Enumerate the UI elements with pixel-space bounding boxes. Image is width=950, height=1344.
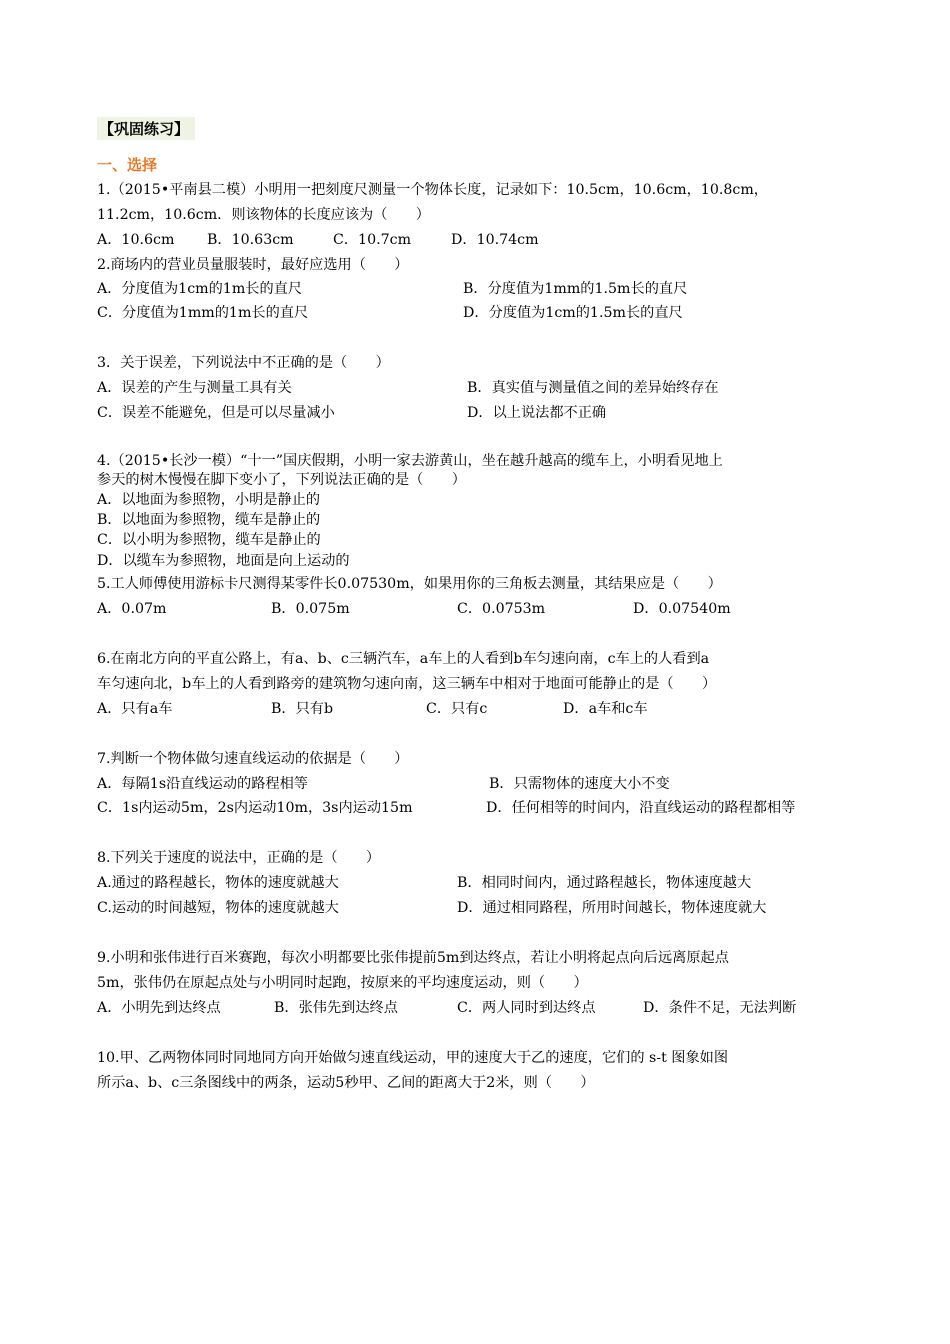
q2-line-1: 2.商场内的营业员量服装时，最好应选用（ ） <box>97 257 409 273</box>
q6-line-2: 车匀速向北，b车上的人看到路旁的建筑物匀速向南，这三辆车中相对于地面可能静止的是（ ） <box>97 676 717 692</box>
q1-line-2: 11.2cm，10.6cm．则该物体的长度应该为（ ） <box>97 207 430 223</box>
q4-line-2: 参天的树木慢慢在脚下变小了，下列说法正确的是（ ） <box>97 472 466 488</box>
q2-option-b: B．分度值为1mm的1.5m长的直尺 <box>463 281 688 297</box>
q1-option-a: A．10.6cm <box>97 232 175 248</box>
q8-option-c: C.运动的时间越短，物体的速度就越大 <box>97 900 339 916</box>
q5-option-d: D．0.07540m <box>633 601 731 617</box>
q9-option-b: B．张伟先到达终点 <box>274 1000 398 1016</box>
q8-option-b: B．相同时间内，通过路程越长，物体速度越大 <box>457 875 752 891</box>
q4-option-d: D．以缆车为参照物，地面是向上运动的 <box>97 553 350 569</box>
q3-option-b: B．真实值与测量值之间的差异始终存在 <box>467 380 719 396</box>
q8-option-a: A.通过的路程越长，物体的速度就越大 <box>97 875 339 891</box>
q4-option-c: C．以小明为参照物，缆车是静止的 <box>97 532 321 548</box>
q7-option-d: D．任何相等的时间内，沿直线运动的路程都相等 <box>486 800 796 816</box>
q7-option-c: C．1s内运动5m，2s内运动10m，3s内运动15m <box>97 800 413 816</box>
q9-option-a: A．小明先到达终点 <box>97 1000 221 1016</box>
q4-line-1: 4.（2015•长沙一模）“十一”国庆假期，小明一家去游黄山，坐在越升越高的缆车上，小明看见地上 <box>97 453 723 469</box>
q6-option-c: C．只有c <box>426 701 488 717</box>
q5-option-c: C．0.0753m <box>457 601 546 617</box>
q1-line-1: 1.（2015•平南县二模）小明用一把刻度尺测量一个物体长度，记录如下：10.5cm，10.6cm，10.8cm， <box>97 182 768 198</box>
q3-option-a: A．误差的产生与测量工具有关 <box>97 380 292 396</box>
q7-line-1: 7.判断一个物体做匀速直线运动的依据是（ ） <box>97 751 409 767</box>
q3-option-d: D．以上说法都不正确 <box>467 405 607 421</box>
q5-option-b: B．0.075m <box>271 601 350 617</box>
q9-line-2: 5m，张伟仍在原起点处与小明同时起跑，按原来的平均速度运动，则（ ） <box>97 975 588 991</box>
q3-option-c: C．误差不能避免，但是可以尽量减小 <box>97 405 335 421</box>
q10-line-2: 所示a、b、c三条图线中的两条，运动5秒甲、乙间的距离大于2米，则（ ） <box>97 1075 595 1091</box>
q9-option-c: C．两人同时到达终点 <box>457 1000 596 1016</box>
q10-line-1: 10.甲、乙两物体同时同地同方向开始做匀速直线运动，甲的速度大于乙的速度，它们的 s-t 图象如图 <box>97 1050 729 1066</box>
q2-option-a: A．分度值为1cm的1m长的直尺 <box>97 281 303 297</box>
q6-option-a: A．只有a车 <box>97 701 173 717</box>
q1-option-b: B．10.63cm <box>207 232 294 248</box>
q6-option-d: D．a车和c车 <box>563 701 648 717</box>
q9-option-d: D．条件不足，无法判断 <box>643 1000 797 1016</box>
q7-option-a: A．每隔1s沿直线运动的路程相等 <box>97 776 308 792</box>
q6-option-b: B．只有b <box>271 701 334 717</box>
section-title: 一、选择 <box>97 156 158 174</box>
q4-option-a: A．以地面为参照物，小明是静止的 <box>97 492 321 508</box>
q6-line-1: 6.在南北方向的平直公路上，有a、b、c三辆汽车，a车上的人看到b车匀速向南，c车上的人看到a <box>97 651 710 667</box>
section-header: 【巩固练习】 <box>97 117 195 140</box>
q5-option-a: A．0.07m <box>97 601 167 617</box>
q1-option-c: C．10.7cm <box>333 232 412 248</box>
q1-option-d: D．10.74cm <box>451 232 539 248</box>
q2-option-d: D．分度值为1cm的1.5m长的直尺 <box>463 305 683 321</box>
q8-line-1: 8.下列关于速度的说法中，正确的是（ ） <box>97 850 381 866</box>
q9-line-1: 9.小明和张伟进行百米赛跑，每次小明都要比张伟提前5m到达终点，若让小明将起点向后远离原起点 <box>97 950 729 966</box>
q3-line-1: 3．关于误差，下列说法中不正确的是（ ） <box>97 355 390 371</box>
q7-option-b: B．只需物体的速度大小不变 <box>489 776 670 792</box>
q4-option-b: B．以地面为参照物，缆车是静止的 <box>97 512 321 528</box>
q5-line-1: 5.工人师傅使用游标卡尺测得某零件长0.07530m，如果用你的三角板去测量，其结果应是（ ） <box>97 576 722 592</box>
q8-option-d: D．通过相同路程，所用时间越长，物体速度就大 <box>457 900 767 916</box>
q2-option-c: C．分度值为1mm的1m长的直尺 <box>97 305 309 321</box>
